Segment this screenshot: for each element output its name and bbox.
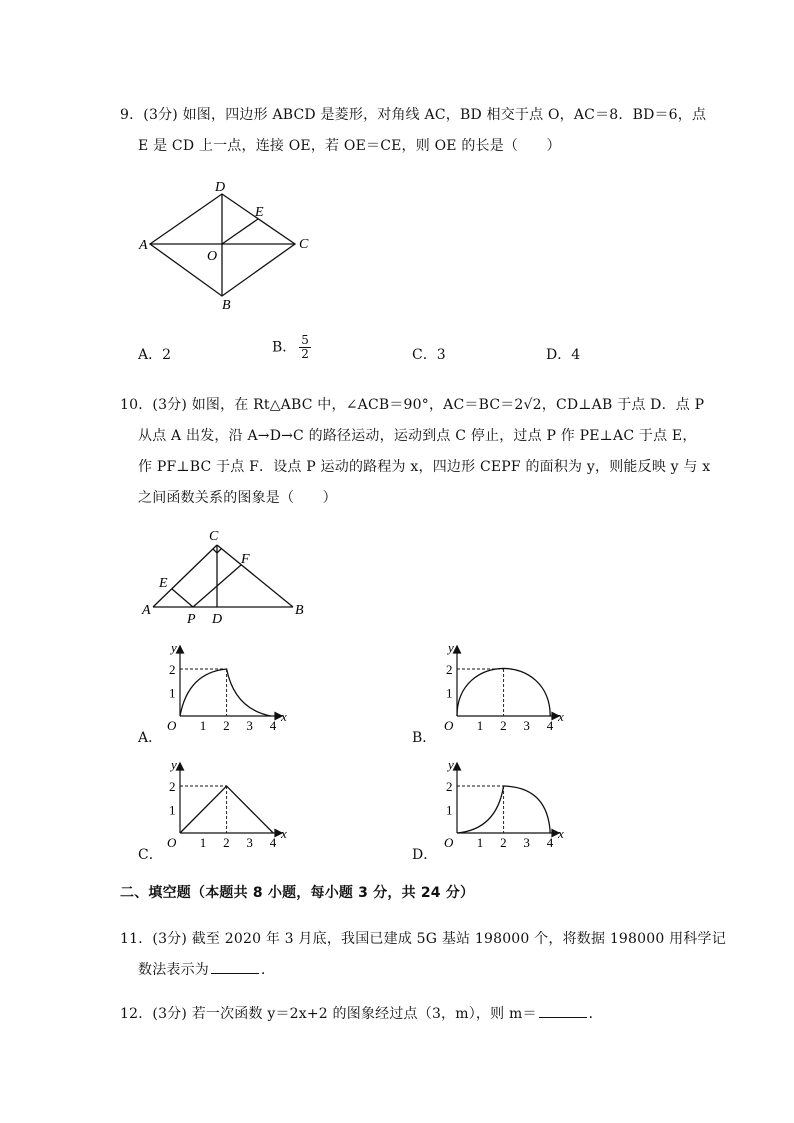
y-tick-1: 1 <box>446 685 453 701</box>
q10-option-c: C． <box>138 847 163 863</box>
q9-rhombus-figure <box>135 175 315 315</box>
x-tick-2: 2 <box>500 835 507 850</box>
q9-text-line2: E 是 CD 上一点，连接 OE，若 OE＝CE，则 OE 的长是（ ） <box>138 138 561 154</box>
q12-prefix: 12．(3分) 若一次函数 y＝2x+2 的图象经过点（3，m），则 m＝ <box>120 1006 537 1022</box>
q10-triangle-figure <box>135 525 315 630</box>
q9-option-b <box>272 334 311 361</box>
q9-label-e: E <box>255 205 264 220</box>
q9-option-a: A．2 <box>138 347 172 363</box>
q10-option-a: A． <box>138 730 163 746</box>
x-tick-4: 4 <box>269 718 277 733</box>
x-tick-1: 1 <box>199 835 207 850</box>
y-axis-arrow <box>454 763 461 770</box>
q11-answer-blank[interactable] <box>211 961 259 974</box>
q11-text-line1: 11．(3分) 截至 2020 年 3 月底，我国已建成 5G 基站 198000 个，将数据 198000 用科学记 <box>120 931 726 947</box>
q10-text-line4: 之间函数关系的图象是（ ） <box>138 490 337 506</box>
x-axis-label: x <box>281 709 287 724</box>
origin-label: O <box>167 835 177 850</box>
q10-label-b: B <box>295 603 304 618</box>
y-axis-arrow <box>177 646 184 653</box>
y-tick-2: 2 <box>446 779 453 794</box>
y-tick-2: 2 <box>169 779 176 794</box>
q10-option-b: B． <box>412 730 437 746</box>
q10-graph-d <box>437 757 567 861</box>
y-axis-label: y <box>171 640 177 655</box>
q9-label-b: B <box>222 298 231 313</box>
q10-label-p: P <box>187 612 196 627</box>
q10-label-e: E <box>159 576 168 591</box>
fraction-numerator: 5 <box>301 333 309 347</box>
origin-label: O <box>167 718 177 733</box>
q11-line2-suffix: ． <box>261 962 276 978</box>
q10-label-f: F <box>241 552 250 567</box>
q10-text-line2: 从点 A 出发，沿 A→D→C 的路径运动，运动到点 C 停止，过点 P 作 PE⊥AC 于点 E， <box>138 428 697 444</box>
q10-graph-c <box>160 757 290 861</box>
q12-text <box>120 1003 603 1023</box>
q9-label-c: C <box>299 237 309 252</box>
fraction-denominator: 2 <box>301 347 309 361</box>
section-fill-in-heading: 二、填空题（本题共 8 小题，每小题 3 分，共 24 分） <box>120 885 475 901</box>
x-tick-2: 2 <box>223 835 230 850</box>
function-graph-a <box>160 640 290 740</box>
x-tick-2: 2 <box>500 718 507 733</box>
y-axis-label: y <box>171 757 177 772</box>
x-tick-1: 1 <box>199 718 207 733</box>
q12-answer-blank[interactable] <box>539 1005 587 1018</box>
q9-label-d: D <box>215 180 226 195</box>
x-tick-4: 4 <box>546 835 554 850</box>
q11-line2-prefix: 数法表示为 <box>138 962 209 978</box>
x-tick-2: 2 <box>223 718 230 733</box>
q9-option-b-prefix: B． <box>272 339 297 356</box>
origin-label: O <box>444 835 454 850</box>
origin-label: O <box>444 718 454 733</box>
y-axis-arrow <box>177 763 184 770</box>
function-graph-d <box>437 757 567 857</box>
q10-text-line1: 10．(3分) 如图，在 Rt△ABC 中，∠ACB＝90°，AC＝BC＝2√2，CD⊥AB 于点 D．点 P <box>120 397 705 413</box>
q9-option-b-fraction <box>299 334 311 361</box>
q10-label-a: A <box>142 603 151 618</box>
y-tick-1: 1 <box>169 802 176 818</box>
x-tick-4: 4 <box>269 835 277 850</box>
q9-label-o: O <box>207 249 218 264</box>
q10-option-d: D． <box>412 847 438 863</box>
x-tick-3: 3 <box>246 835 253 850</box>
function-graph-c <box>160 757 290 857</box>
y-tick-2: 2 <box>169 662 176 677</box>
q9-text-line1: 9．(3分) 如图，四边形 ABCD 是菱形，对角线 AC，BD 相交于点 O，AC＝8．BD＝6，点 <box>120 107 707 123</box>
x-tick-3: 3 <box>523 835 530 850</box>
q11-text-line2 <box>138 959 275 979</box>
x-axis-label: x <box>558 826 564 841</box>
y-axis-label: y <box>448 640 454 655</box>
q9-label-a: A <box>139 238 148 253</box>
q10-label-c: C <box>209 529 219 544</box>
function-graph-b <box>437 640 567 740</box>
q12-suffix: ． <box>588 1006 603 1022</box>
y-tick-2: 2 <box>446 662 453 677</box>
x-tick-3: 3 <box>523 718 530 733</box>
x-tick-1: 1 <box>476 835 484 850</box>
q10-text-line3: 作 PF⊥BC 于点 F．设点 P 运动的路程为 x，四边形 CEPF 的面积为 y，则能反映 y 与 x <box>138 459 711 475</box>
x-tick-4: 4 <box>546 718 554 733</box>
graph-curve <box>180 669 271 716</box>
y-axis-label: y <box>448 757 454 772</box>
q9-option-d: D．4 <box>546 347 581 363</box>
q10-graph-b <box>437 640 567 744</box>
x-tick-1: 1 <box>476 718 484 733</box>
q9-option-c: C．3 <box>412 347 446 363</box>
x-tick-3: 3 <box>246 718 253 733</box>
x-axis-label: x <box>558 709 564 724</box>
q10-graph-a <box>160 640 290 744</box>
x-axis-label: x <box>281 826 287 841</box>
q10-label-d: D <box>212 612 223 627</box>
y-tick-1: 1 <box>169 685 176 701</box>
y-axis-arrow <box>454 646 461 653</box>
y-tick-1: 1 <box>446 802 453 818</box>
